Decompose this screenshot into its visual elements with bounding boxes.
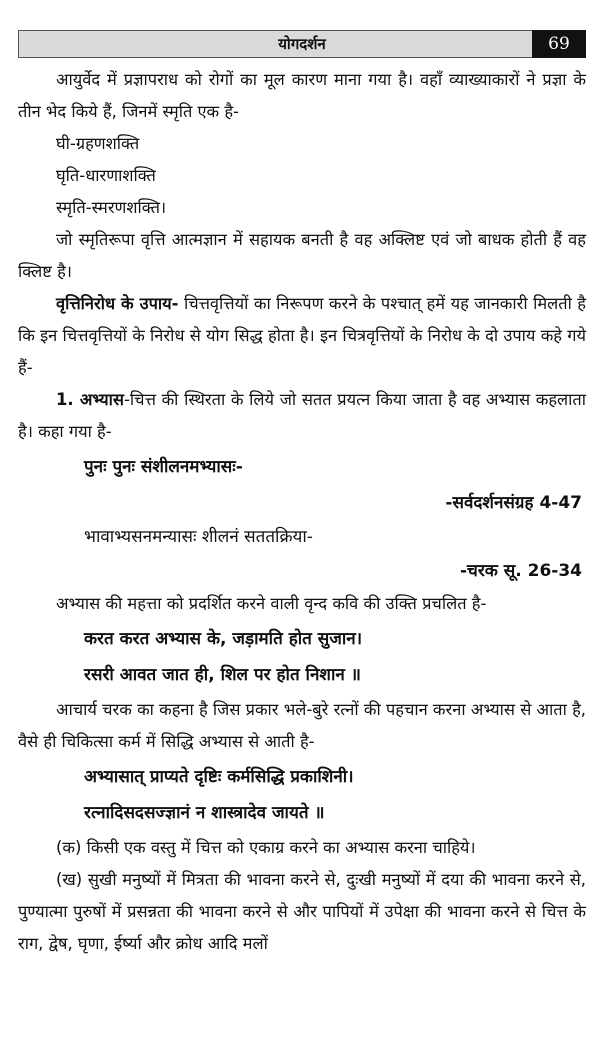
- couplet-line: रसरी आवत जात ही, शिल पर होत निशान ॥: [84, 665, 361, 685]
- header-title: योगदर्शन: [278, 35, 326, 53]
- paragraph-text: -चित्त की स्थिरता के लिये जो सतत प्रयत्न किया जाता है वह अभ्यास कहलाता है। कहा गया है-: [18, 390, 586, 441]
- paragraph: जो स्मृतिरूपा वृत्ति आत्मज्ञान में सहायक बनती है वह अक्लिष्ट एवं जो बाधक होती हैं वह क्लिष्ट है।: [18, 230, 586, 281]
- page-body: [18, 64, 586, 960]
- paragraph: अभ्यास की महत्ता को प्रदर्शित करने वाली वृन्द कवि की उक्ति प्रचलित है-: [56, 594, 487, 613]
- paragraph: [18, 384, 586, 448]
- verse: पुनः पुनः संशीलनमभ्यासः-: [84, 457, 243, 477]
- prajna-list: [18, 128, 586, 224]
- verse-line: अभ्यासात् प्राप्यते दृष्टिः कर्मसिद्धि प्रकाशिनी।: [84, 767, 354, 787]
- couplet-line: करत करत अभ्यास के, जड़ामति होत सुजान।: [84, 629, 363, 649]
- list-item: स्मृति-स्मरणशक्ति।: [56, 198, 167, 217]
- paragraph-text: चित्तवृत्तियों का निरूपण करने के पश्चात् हमें यह जानकारी मिलती है कि इन चित्तवृत्तियों के निरोध से योग सिद्ध होता है। इन चित्रवृत्तियों के निरोध के दो उपाय कहे गये हैं-: [18, 294, 587, 377]
- paragraph: आयुर्वेद में प्रज्ञापराध को रोगों का मूल कारण माना गया है। वहाँ व्याख्याकारों ने प्रज्ञा के तीन भेद किये हैं, जिनमें स्मृति एक है-: [18, 70, 586, 121]
- running-header: [18, 30, 586, 58]
- verse-line: रत्नादिसदसज्ज्ञानं न शास्त्रादेव जायते ॥: [84, 803, 325, 823]
- verse-source: -चरक सू. 26-34: [459, 561, 582, 581]
- verse-source: -सर्वदर्शनसंग्रह 4-47: [445, 493, 582, 513]
- book-page: [0, 30, 600, 1052]
- paragraph: आचार्य चरक का कहना है जिस प्रकार भले-बुरे रत्नों की पहचान करना अभ्यास से आता है, वैसे ही चिकित्सा कर्म में सिद्धि अभ्यास से आती है-: [18, 700, 586, 751]
- section-heading: वृत्तिनिरोध के उपाय-: [56, 294, 179, 313]
- paragraph: [18, 288, 586, 384]
- page-number: 69: [532, 30, 586, 58]
- list-item: घी-ग्रहणशक्ति: [56, 134, 140, 153]
- subsection-heading: 1. अभ्यास: [56, 390, 124, 409]
- paragraph: (क) किसी एक वस्तु में चित्त को एकाग्र करने का अभ्यास करना चाहिये।: [56, 838, 476, 857]
- verse: भावाभ्यसनमन्यासः शीलनं सततक्रिया-: [84, 527, 313, 547]
- list-item: घृति-धारणाशक्ति: [56, 166, 156, 185]
- paragraph: (ख) सुखी मनुष्यों में मित्रता की भावना करने से, दुःखी मनुष्यों में दया की भावना करने से, पुण्यात्मा पुरुषों में प्रसन्नता की भावना करने से और पापियों में उपेक्षा की भावना करने से चित्त के राग, द्वेष, घृणा, ईर्ष्या और क्रोध आदि मलों: [18, 870, 586, 953]
